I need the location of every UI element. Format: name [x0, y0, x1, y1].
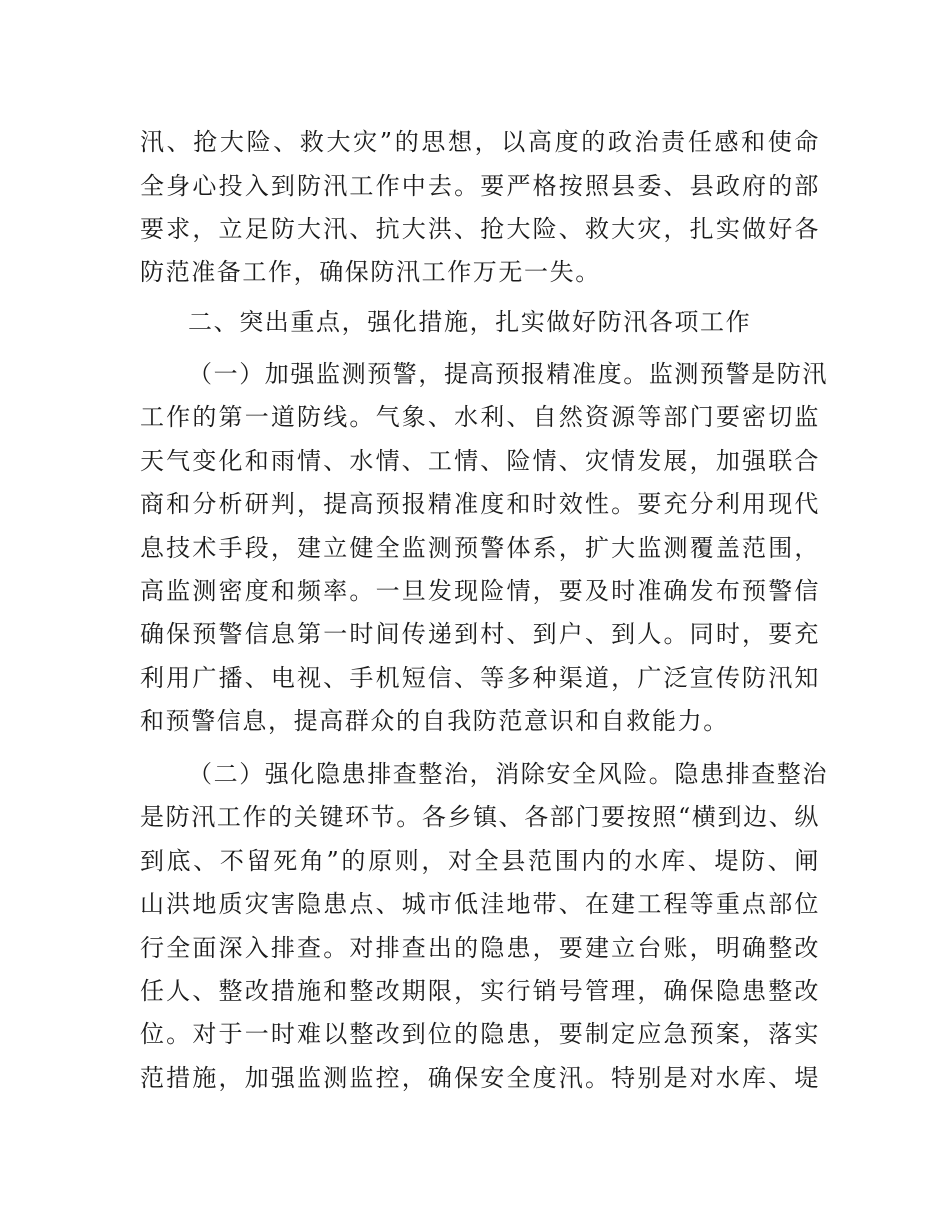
text-line: 位。对于一时难以整改到位的隐患，要制定应急预案，落实 — [140, 1020, 820, 1048]
text-line: 山洪地质灾害隐患点、城市低洼地带、在建工程等重点部位 — [140, 890, 820, 918]
section-heading: 二、突出重点，强化措施，扎实做好防汛各项工作 — [188, 308, 752, 336]
subsection-lead-line: （一）加强监测预警，提高预报精准度。监测预警是防汛 — [188, 360, 828, 388]
text-line: 高监测密度和频率。一旦发现险情，要及时准确发布预警信 — [140, 577, 820, 605]
text-line: 防范准备工作，确保防汛工作万无一失。 — [140, 258, 601, 286]
text-line: 任人、整改措施和整改期限，实行销号管理，确保隐患整改 — [140, 977, 820, 1005]
text-line: 利用广播、电视、手机短信、等多种渠道，广泛宣传防汛知 — [140, 664, 820, 692]
text-line: 汛、抢大险、救大灾”的思想，以高度的政治责任感和使命 — [140, 128, 820, 156]
text-line: 和预警信息，提高群众的自我防范意识和自救能力。 — [140, 707, 729, 735]
subsection-lead-line: （二）强化隐患排查整治，消除安全风险。隐患排查整治 — [188, 760, 828, 788]
text-line: 全身心投入到防汛工作中去。要严格按照县委、县政府的部 — [140, 172, 820, 200]
text-line: 行全面深入排查。对排查出的隐患，要建立台账，明确整改 — [140, 934, 820, 962]
text-line: 工作的第一道防线。气象、水利、自然资源等部门要密切监 — [140, 403, 820, 431]
text-line: 要求，立足防大汛、抗大洪、抢大险、救大灾，扎实做好各 — [140, 215, 820, 243]
text-line: 天气变化和雨情、水情、工情、险情、灾情发展，加强联合 — [140, 447, 820, 475]
text-line: 是防汛工作的关键环节。各乡镇、各部门要按照“横到边、纵 — [140, 803, 820, 831]
text-line: 商和分析研判，提高预报精准度和时效性。要充分利用现代 — [140, 490, 820, 518]
text-line: 息技术手段，建立健全监测预警体系，扩大监测覆盖范围， — [140, 534, 820, 562]
text-line: 到底、不留死角”的原则，对全县范围内的水库、堤防、闸 — [140, 847, 820, 875]
text-line: 范措施，加强监测监控，确保安全度汛。特别是对水库、堤 — [140, 1064, 820, 1092]
text-line: 确保预警信息第一时间传递到村、到户、到人。同时，要充 — [140, 620, 820, 648]
